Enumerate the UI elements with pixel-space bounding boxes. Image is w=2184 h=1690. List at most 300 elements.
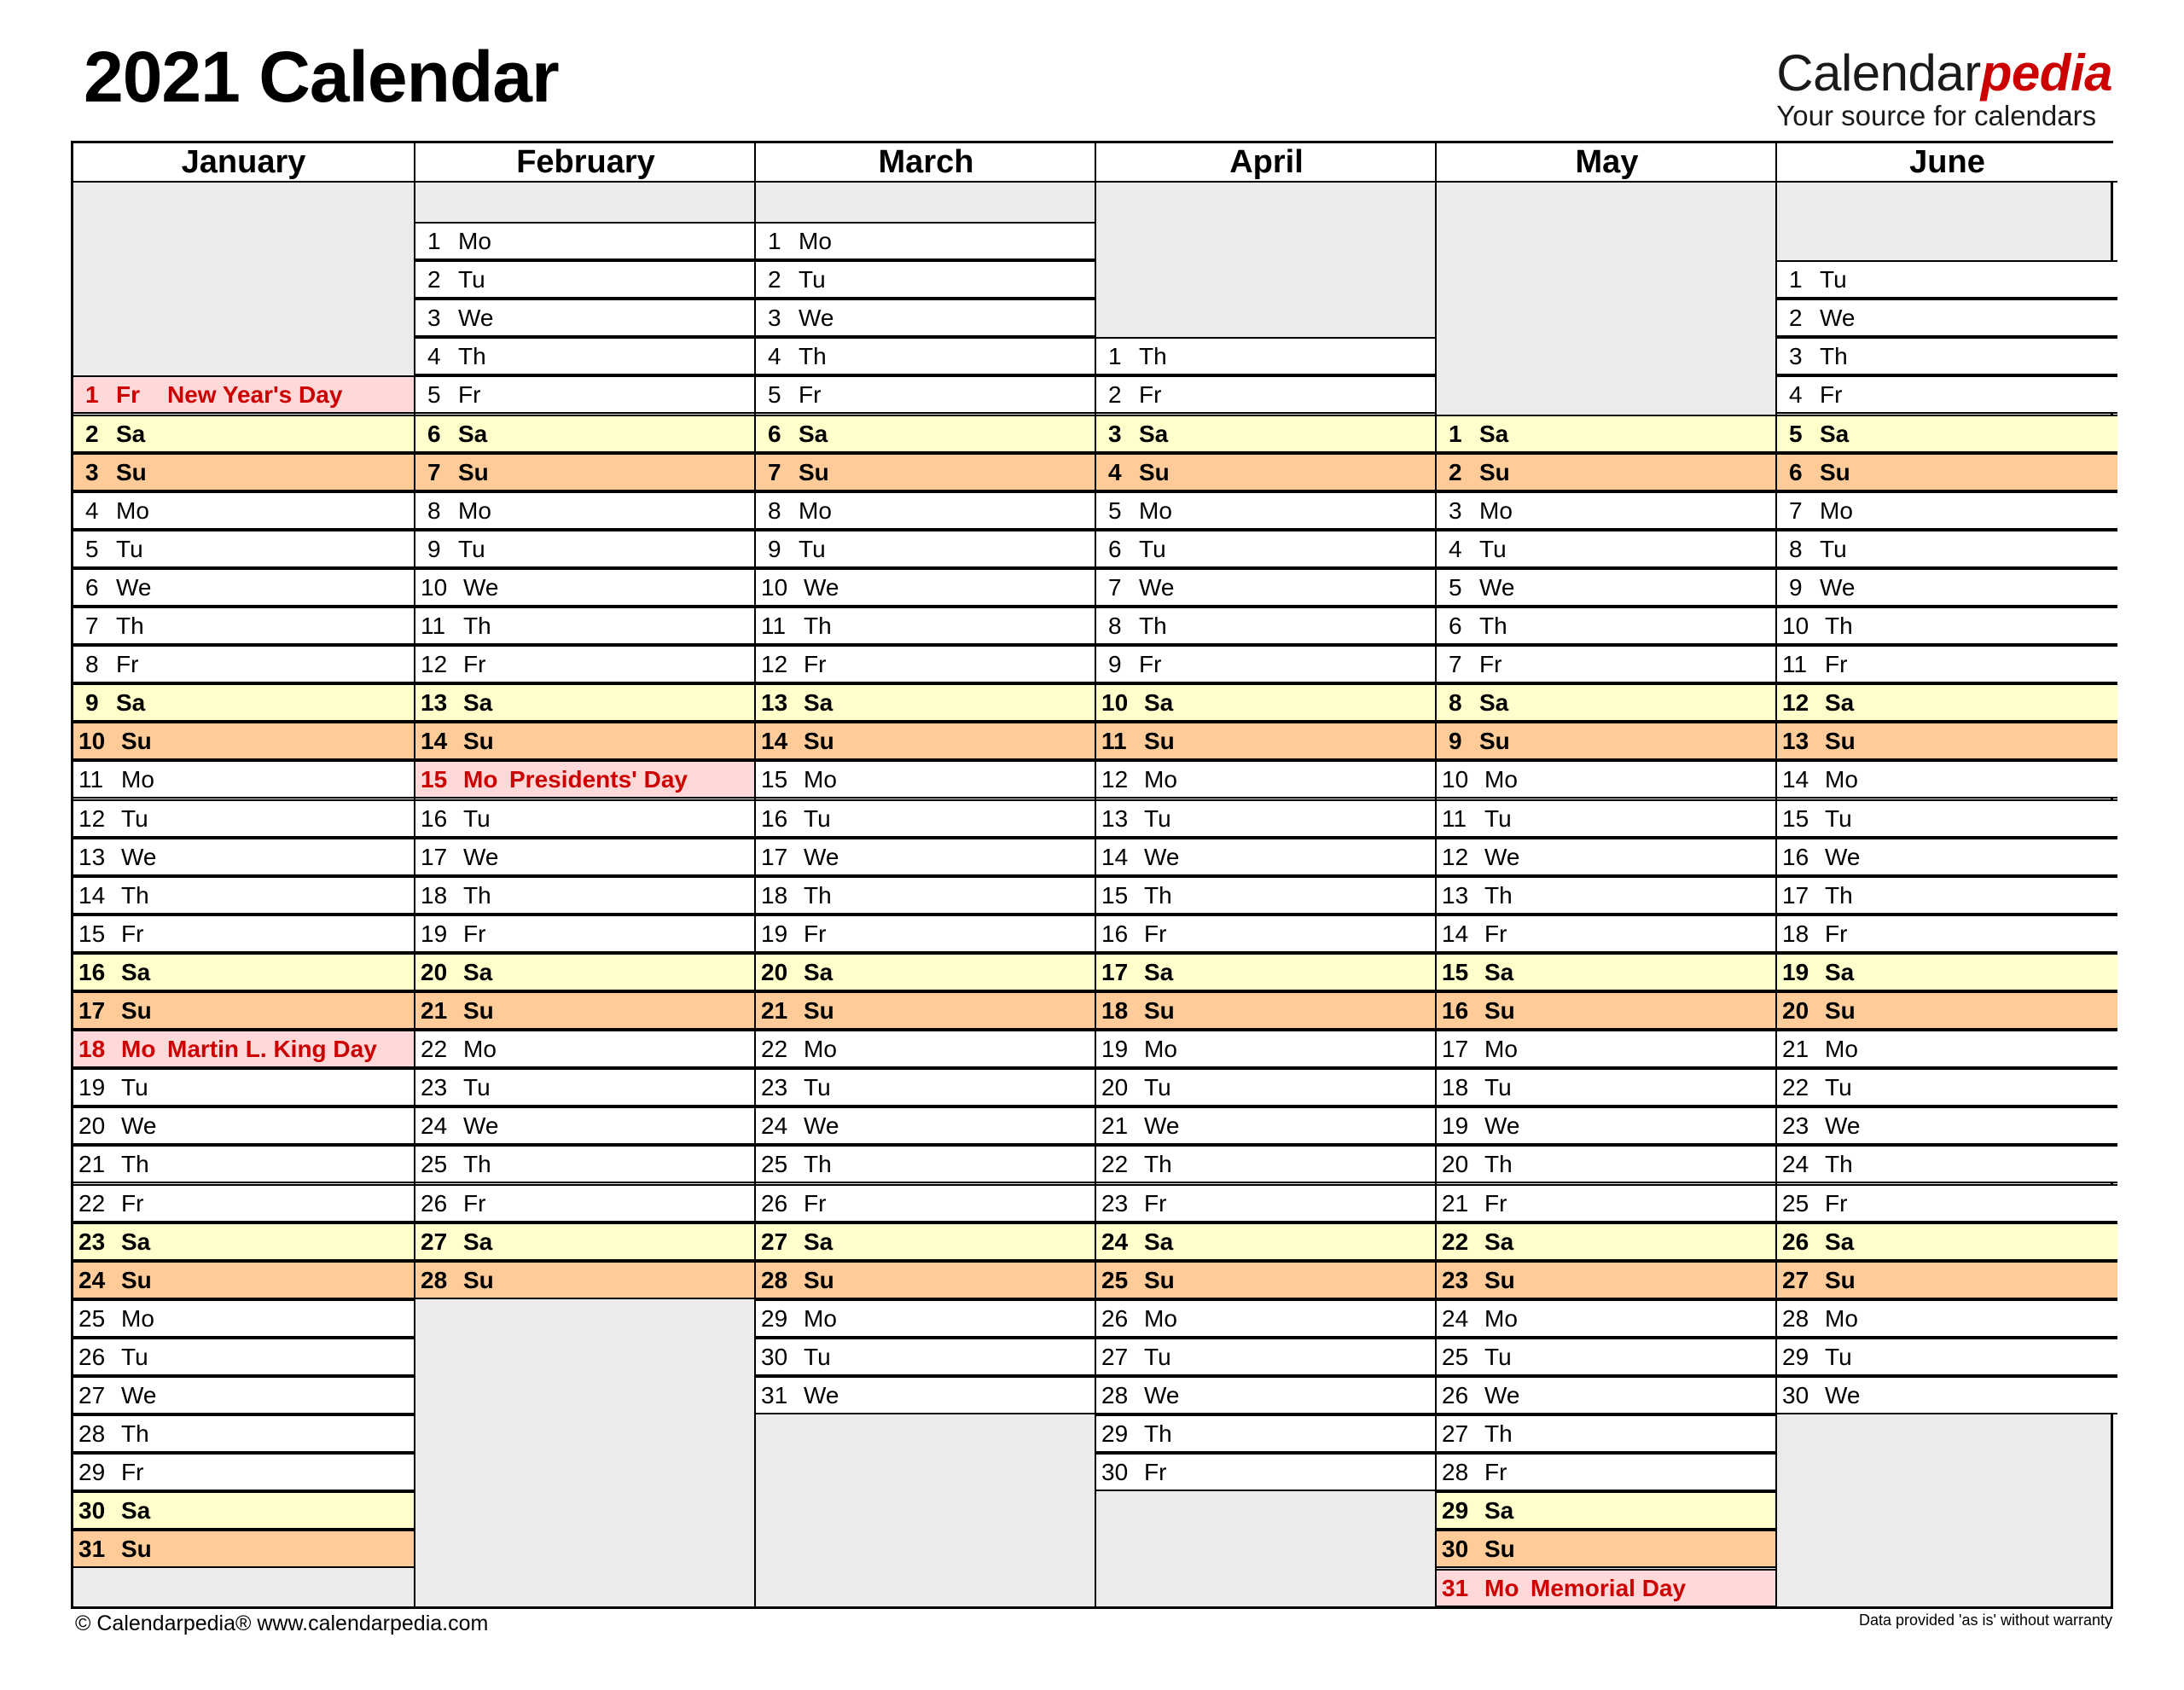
day-row xyxy=(756,645,1096,683)
weekday-label: Sa xyxy=(804,689,834,717)
day-number: 1 xyxy=(427,228,441,254)
weekday-label: Su xyxy=(1484,1536,1515,1563)
day-row xyxy=(756,607,1096,645)
weekday-label: Su xyxy=(463,728,494,755)
day-number: 14 xyxy=(1782,766,1809,793)
day-number: 14 xyxy=(1442,920,1469,947)
day-number: 23 xyxy=(761,1074,788,1101)
month-header: April xyxy=(1096,143,1437,183)
weekday-label: Su xyxy=(121,1266,152,1293)
day-number: 5 xyxy=(1108,497,1122,524)
weekday-label: Mo xyxy=(1820,497,1853,524)
day-row xyxy=(1437,607,1777,645)
day-number: 18 xyxy=(1782,920,1809,947)
calendar-grid xyxy=(71,141,2113,1609)
weekday-label: We xyxy=(463,1112,499,1140)
day-number: 27 xyxy=(421,1228,448,1255)
day-row xyxy=(1096,799,1437,838)
day-row xyxy=(73,991,414,1030)
day-row xyxy=(73,375,414,414)
day-row xyxy=(415,491,756,530)
weekday-label: We xyxy=(121,1382,157,1408)
day-row xyxy=(756,1299,1096,1338)
day-number: 15 xyxy=(1101,881,1129,909)
day-number: 26 xyxy=(761,1189,788,1217)
day-number: 2 xyxy=(85,420,99,447)
day-row xyxy=(1096,1106,1437,1145)
weekday-label: Sa xyxy=(121,958,151,985)
weekday-label: We xyxy=(121,1112,157,1140)
day-row xyxy=(1096,1414,1437,1453)
weekday-label: Sa xyxy=(458,420,488,447)
day-number: 15 xyxy=(761,766,788,793)
day-row xyxy=(415,722,756,760)
weekday-label: Mo xyxy=(458,497,491,524)
day-number: 25 xyxy=(1101,1266,1129,1293)
month-column-january xyxy=(73,143,414,1606)
day-number: 22 xyxy=(1101,1151,1129,1178)
day-number: 19 xyxy=(421,920,448,947)
weekday-label: Mo xyxy=(116,497,149,524)
day-row xyxy=(73,1068,414,1106)
day-row xyxy=(1437,838,1777,876)
day-number: 3 xyxy=(1789,343,1803,370)
weekday-label: Mo xyxy=(463,1036,497,1063)
day-number: 30 xyxy=(1782,1382,1809,1408)
month-header: March xyxy=(756,143,1096,183)
weekday-label: Th xyxy=(1825,1151,1853,1178)
day-number: 7 xyxy=(85,613,99,639)
weekday-label: Su xyxy=(1484,997,1515,1024)
weekday-label: Th xyxy=(1484,881,1513,909)
weekday-label: We xyxy=(463,573,499,601)
day-row xyxy=(1777,415,2117,453)
day-row xyxy=(1096,415,1437,453)
day-row xyxy=(756,1222,1096,1261)
day-row xyxy=(1777,799,2117,838)
holiday-label: Presidents' Day xyxy=(509,766,688,793)
day-row xyxy=(73,1030,414,1068)
weekday-label: Th xyxy=(1144,1151,1172,1178)
weekday-label: Fr xyxy=(1820,381,1843,409)
weekday-label: Su xyxy=(1144,728,1175,755)
weekday-label: Fr xyxy=(804,920,827,947)
day-row xyxy=(756,222,1096,260)
weekday-label: Tu xyxy=(1479,535,1507,562)
day-number: 28 xyxy=(421,1266,448,1293)
day-number: 29 xyxy=(1101,1420,1129,1448)
weekday-label: Tu xyxy=(804,1343,831,1370)
weekday-label: Sa xyxy=(121,1497,151,1524)
day-number: 29 xyxy=(78,1459,106,1486)
day-number: 1 xyxy=(768,228,781,254)
day-row xyxy=(1777,876,2117,915)
day-number: 2 xyxy=(1449,458,1462,485)
day-number: 6 xyxy=(1108,535,1122,562)
weekday-label: We xyxy=(463,843,499,870)
month-header: January xyxy=(73,143,414,183)
weekday-label: Th xyxy=(463,613,491,639)
day-number: 23 xyxy=(78,1228,106,1255)
weekday-label: We xyxy=(458,305,494,332)
weekday-label: We xyxy=(1139,573,1175,601)
weekday-label: Mo xyxy=(1484,766,1518,793)
weekday-label: Fr xyxy=(1825,651,1848,678)
day-row xyxy=(756,683,1096,722)
weekday-label: Sa xyxy=(1820,420,1850,447)
day-row xyxy=(1777,722,2117,760)
day-number: 8 xyxy=(1449,689,1462,717)
day-row xyxy=(1777,915,2117,953)
day-row xyxy=(1777,375,2117,414)
day-number: 4 xyxy=(85,497,99,524)
day-number: 27 xyxy=(1101,1343,1129,1370)
day-number: 24 xyxy=(1782,1151,1809,1178)
weekday-label: Th xyxy=(1144,881,1172,909)
weekday-label: Mo xyxy=(1139,497,1172,524)
day-number: 4 xyxy=(768,343,781,370)
weekday-label: Fr xyxy=(1479,651,1502,678)
day-row xyxy=(1096,453,1437,491)
weekday-label: Sa xyxy=(1139,420,1169,447)
day-number: 12 xyxy=(1101,766,1129,793)
day-row xyxy=(73,1106,414,1145)
day-row xyxy=(73,530,414,568)
weekday-label: Fr xyxy=(804,1189,827,1217)
day-number: 11 xyxy=(78,766,104,793)
weekday-label: Fr xyxy=(1139,651,1162,678)
weekday-label: Sa xyxy=(1825,1228,1855,1255)
day-number: 31 xyxy=(78,1536,106,1563)
day-number: 5 xyxy=(1789,420,1803,447)
weekday-label: Mo xyxy=(1144,1036,1177,1063)
day-number: 22 xyxy=(1782,1074,1809,1101)
weekday-label: Sa xyxy=(1144,1228,1174,1255)
day-row xyxy=(1437,1261,1777,1299)
day-row xyxy=(1437,1491,1777,1530)
day-number: 4 xyxy=(1789,381,1803,409)
day-row xyxy=(415,607,756,645)
day-number: 1 xyxy=(85,381,99,409)
day-row xyxy=(73,915,414,953)
day-number: 27 xyxy=(1782,1266,1809,1293)
weekday-label: Th xyxy=(463,881,491,909)
day-row xyxy=(1096,838,1437,876)
day-row xyxy=(756,530,1096,568)
weekday-label: Th xyxy=(804,613,832,639)
weekday-label: Fr xyxy=(116,651,139,678)
day-number: 10 xyxy=(761,573,788,601)
weekday-label: We xyxy=(1825,843,1861,870)
day-row xyxy=(1777,760,2117,799)
day-row xyxy=(1437,1569,1777,1607)
day-number: 17 xyxy=(1442,1036,1469,1063)
day-row xyxy=(1437,1222,1777,1261)
day-row xyxy=(415,915,756,953)
day-row xyxy=(73,799,414,838)
weekday-label: Tu xyxy=(1484,1343,1512,1370)
day-row xyxy=(756,722,1096,760)
day-row xyxy=(415,530,756,568)
holiday-label: New Year's Day xyxy=(167,381,343,409)
weekday-label: Mo xyxy=(1144,1304,1177,1332)
day-number: 30 xyxy=(78,1497,106,1524)
day-number: 22 xyxy=(421,1036,448,1063)
day-row xyxy=(415,645,756,683)
day-number: 21 xyxy=(421,997,448,1024)
day-row xyxy=(1096,491,1437,530)
day-row xyxy=(73,1261,414,1299)
weekday-label: We xyxy=(804,573,839,601)
day-row xyxy=(1777,337,2117,375)
day-row xyxy=(1096,607,1437,645)
weekday-label: Tu xyxy=(1825,1343,1852,1370)
day-number: 20 xyxy=(78,1112,106,1140)
weekday-label: We xyxy=(804,843,839,870)
weekday-label: Mo xyxy=(1484,1304,1518,1332)
weekday-label: Mo xyxy=(1825,1036,1858,1063)
weekday-label: Fr xyxy=(1144,1459,1167,1486)
weekday-label: Fr xyxy=(121,1459,144,1486)
weekday-label: Fr xyxy=(804,651,827,678)
day-row xyxy=(1096,1299,1437,1338)
day-row xyxy=(1437,1030,1777,1068)
weekday-label: Th xyxy=(1144,1420,1172,1448)
day-row xyxy=(756,1338,1096,1376)
day-number: 5 xyxy=(85,535,99,562)
day-number: 21 xyxy=(78,1151,106,1178)
day-number: 25 xyxy=(1442,1343,1469,1370)
weekday-label: Tu xyxy=(1825,804,1852,832)
day-row xyxy=(73,838,414,876)
day-number: 22 xyxy=(78,1189,106,1217)
weekday-label: Sa xyxy=(1479,420,1509,447)
day-row xyxy=(73,1184,414,1222)
day-number: 29 xyxy=(1782,1343,1809,1370)
day-row xyxy=(1777,1299,2117,1338)
weekday-label: Fr xyxy=(1825,1189,1848,1217)
weekday-label: We xyxy=(1820,573,1856,601)
month-column-april xyxy=(1095,143,1437,1606)
weekday-label: Su xyxy=(1479,728,1510,755)
day-number: 6 xyxy=(1789,458,1803,485)
day-row xyxy=(415,375,756,414)
day-number: 26 xyxy=(1101,1304,1129,1332)
day-row xyxy=(1437,1453,1777,1491)
day-number: 1 xyxy=(1449,420,1462,447)
day-row xyxy=(415,337,756,375)
day-number: 25 xyxy=(1782,1189,1809,1217)
weekday-label: Su xyxy=(1820,458,1850,485)
logo-main: Calendar xyxy=(1776,44,1981,102)
day-number: 7 xyxy=(1449,651,1462,678)
day-row xyxy=(1096,375,1437,414)
weekday-label: Th xyxy=(121,881,149,909)
day-number: 11 xyxy=(1442,804,1467,832)
day-row xyxy=(756,568,1096,607)
day-row xyxy=(1096,1338,1437,1376)
weekday-label: Su xyxy=(116,458,147,485)
day-number: 9 xyxy=(1449,728,1462,755)
weekday-label: Sa xyxy=(463,689,493,717)
day-row xyxy=(415,991,756,1030)
weekday-label: We xyxy=(1825,1382,1861,1408)
day-number: 8 xyxy=(1108,613,1122,639)
day-row xyxy=(756,415,1096,453)
weekday-label: Mo xyxy=(804,766,837,793)
month-column-march xyxy=(754,143,1096,1606)
weekday-label: Fr xyxy=(1139,381,1162,409)
day-row xyxy=(1096,1376,1437,1414)
weekday-label: Th xyxy=(1825,613,1853,639)
day-number: 15 xyxy=(1442,958,1469,985)
day-row xyxy=(415,1222,756,1261)
day-row xyxy=(415,1068,756,1106)
day-number: 6 xyxy=(85,573,99,601)
day-row xyxy=(415,1184,756,1222)
day-row xyxy=(73,607,414,645)
day-row xyxy=(73,1491,414,1530)
day-number: 2 xyxy=(1789,305,1803,332)
day-row xyxy=(415,1261,756,1299)
weekday-label: Sa xyxy=(463,958,493,985)
day-number: 15 xyxy=(421,766,448,793)
day-number: 3 xyxy=(1108,420,1122,447)
day-number: 24 xyxy=(1101,1228,1129,1255)
weekday-label: Su xyxy=(1484,1266,1515,1293)
weekday-label: Mo xyxy=(1484,1036,1518,1063)
day-number: 14 xyxy=(421,728,448,755)
day-number: 15 xyxy=(78,920,106,947)
day-row xyxy=(415,568,756,607)
day-number: 12 xyxy=(761,651,788,678)
holiday-label: Martin L. King Day xyxy=(167,1036,377,1063)
day-row xyxy=(1777,838,2117,876)
day-number: 19 xyxy=(78,1074,106,1101)
weekday-label: Th xyxy=(1479,613,1507,639)
weekday-label: Mo xyxy=(804,1036,837,1063)
weekday-label: Fr xyxy=(1484,1189,1507,1217)
weekday-label: We xyxy=(804,1382,839,1408)
day-row xyxy=(756,1376,1096,1414)
day-row xyxy=(73,491,414,530)
day-number: 20 xyxy=(421,958,448,985)
weekday-label: Th xyxy=(121,1151,149,1178)
day-number: 12 xyxy=(78,804,106,832)
day-row xyxy=(1437,568,1777,607)
day-number: 13 xyxy=(1442,881,1469,909)
day-row xyxy=(415,1106,756,1145)
day-row xyxy=(1777,260,2117,299)
day-row xyxy=(1437,1414,1777,1453)
day-row xyxy=(1096,915,1437,953)
day-row xyxy=(415,415,756,453)
day-number: 6 xyxy=(768,420,781,447)
day-number: 1 xyxy=(1108,343,1122,370)
day-row xyxy=(1777,568,2117,607)
day-row xyxy=(756,1261,1096,1299)
day-number: 2 xyxy=(768,266,781,293)
day-number: 20 xyxy=(761,958,788,985)
day-row xyxy=(756,953,1096,991)
day-number: 14 xyxy=(78,881,106,909)
day-row xyxy=(1777,1261,2117,1299)
day-row xyxy=(1096,1222,1437,1261)
day-row xyxy=(756,1145,1096,1183)
day-row xyxy=(756,337,1096,375)
month-column-may xyxy=(1435,143,1777,1606)
weekday-label: Mo xyxy=(804,1304,837,1332)
day-number: 11 xyxy=(1782,651,1808,678)
weekday-label: We xyxy=(1484,1112,1520,1140)
day-number: 11 xyxy=(761,613,787,639)
weekday-label: We xyxy=(116,573,152,601)
weekday-label: Su xyxy=(121,997,152,1024)
weekday-label: Su xyxy=(1825,728,1856,755)
day-row xyxy=(756,876,1096,915)
day-number: 25 xyxy=(421,1151,448,1178)
day-number: 31 xyxy=(761,1382,788,1408)
day-number: 7 xyxy=(427,458,441,485)
day-number: 13 xyxy=(421,689,448,717)
weekday-label: Tu xyxy=(121,1343,148,1370)
day-row xyxy=(1437,991,1777,1030)
day-row xyxy=(1777,1145,2117,1183)
day-row xyxy=(73,1222,414,1261)
day-row xyxy=(415,876,756,915)
weekday-label: Th xyxy=(1825,881,1853,909)
day-number: 27 xyxy=(761,1228,788,1255)
day-row xyxy=(756,991,1096,1030)
weekday-label: Mo xyxy=(1144,766,1177,793)
day-number: 17 xyxy=(1782,881,1809,909)
day-number: 13 xyxy=(1101,804,1129,832)
day-row xyxy=(1777,299,2117,337)
weekday-label: Tu xyxy=(1484,804,1512,832)
day-row xyxy=(415,683,756,722)
weekday-label: Tu xyxy=(458,266,485,293)
weekday-label: We xyxy=(1479,573,1515,601)
holiday-label: Memorial Day xyxy=(1531,1574,1687,1601)
weekday-label: Th xyxy=(799,343,827,370)
weekday-label: Su xyxy=(1825,1266,1856,1293)
day-number: 23 xyxy=(1442,1266,1469,1293)
day-number: 16 xyxy=(1782,843,1809,870)
day-row xyxy=(1437,1184,1777,1222)
day-number: 30 xyxy=(1101,1459,1129,1486)
day-number: 17 xyxy=(78,997,106,1024)
weekday-label: We xyxy=(121,843,157,870)
day-row xyxy=(1437,876,1777,915)
day-number: 30 xyxy=(1442,1536,1469,1563)
weekday-label: Sa xyxy=(1825,958,1855,985)
day-row xyxy=(1777,1338,2117,1376)
weekday-label: Sa xyxy=(804,1228,834,1255)
weekday-label: Mo xyxy=(463,766,498,793)
weekday-label: Su xyxy=(1139,458,1170,485)
day-number: 12 xyxy=(421,651,448,678)
weekday-label: Tu xyxy=(804,1074,831,1101)
day-number: 23 xyxy=(1782,1112,1809,1140)
weekday-label: Sa xyxy=(1144,689,1174,717)
weekday-label: Su xyxy=(1825,997,1856,1024)
month-header: June xyxy=(1777,143,2117,183)
day-row xyxy=(1096,1261,1437,1299)
day-number: 2 xyxy=(1108,381,1122,409)
day-number: 24 xyxy=(761,1112,788,1140)
weekday-label: Th xyxy=(121,1420,149,1448)
day-row xyxy=(1096,876,1437,915)
